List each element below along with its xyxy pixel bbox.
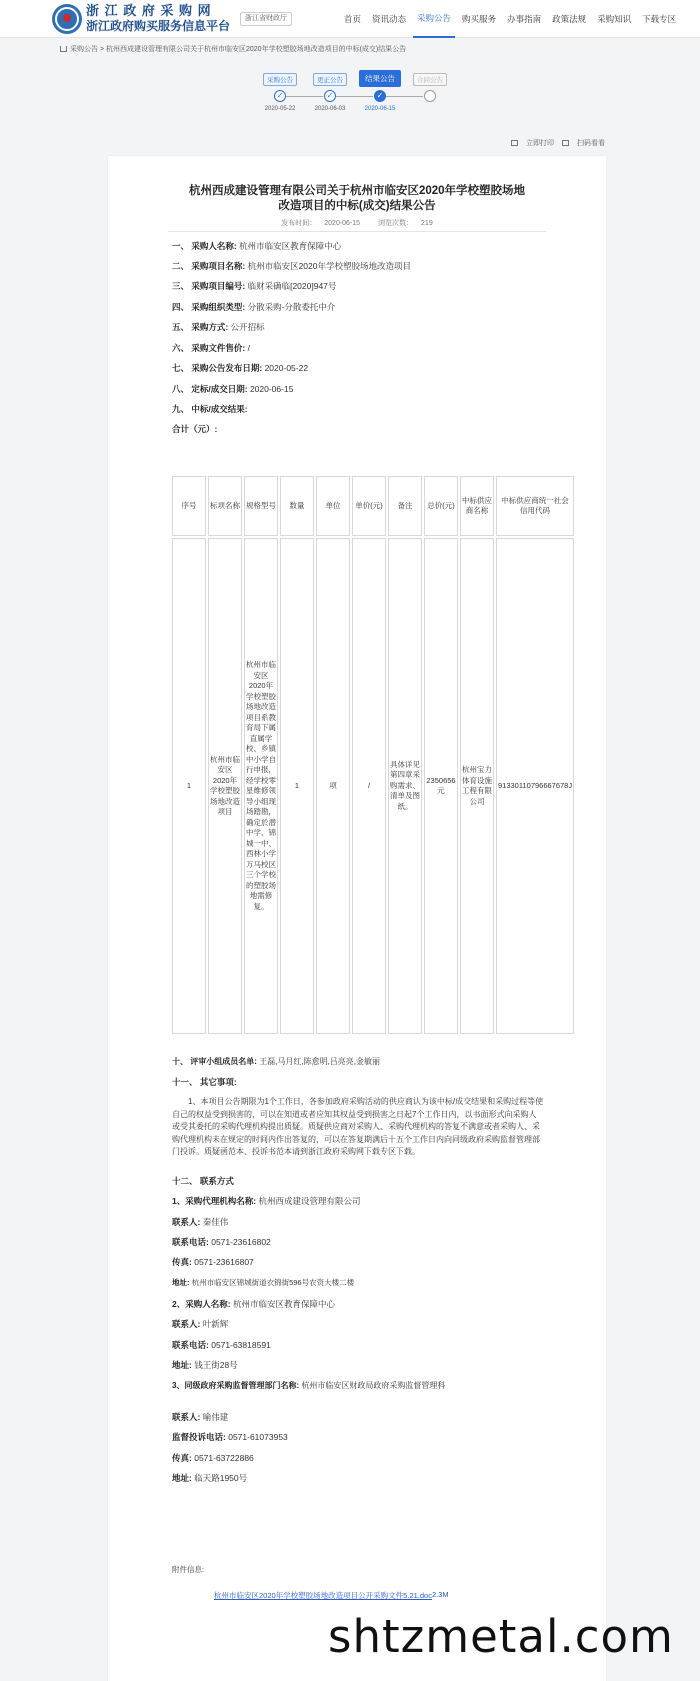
contact-heading: 十二、 联系方式 — [172, 1176, 234, 1186]
contact-agency-address: 地址: 杭州市临安区锦城街道衣锦街596号农资大楼二楼 — [172, 1278, 355, 1287]
table-cell: / — [352, 538, 386, 1034]
table-header: 中标供应商统一社会信用代码 — [496, 476, 574, 536]
home-icon[interactable] — [60, 46, 67, 52]
divider — [168, 231, 546, 232]
contact-agency-phone: 联系电话: 0571-23616802 — [172, 1237, 271, 1247]
field-procurement-method: 五、 采购方式: 公开招标 — [172, 322, 265, 332]
result-table — [170, 474, 576, 1036]
contact-agency-fax: 传真: 0571-23616807 — [172, 1257, 254, 1267]
table-cell: 2350656元 — [424, 538, 458, 1034]
pending-circle-icon — [424, 90, 436, 102]
site-header — [0, 0, 700, 38]
breadcrumb-root[interactable]: 采购公告 — [70, 46, 98, 53]
step-result-notice[interactable] — [355, 73, 405, 112]
table-row — [172, 538, 574, 1034]
field-award-result: 九、 中标/成交结果: — [172, 404, 248, 414]
contact-supervisor-phone: 监督投诉电话: 0571-61073953 — [172, 1432, 288, 1442]
nav-policies[interactable]: 政策法规 — [552, 14, 587, 24]
step-date: 2020-06-15 — [364, 106, 396, 112]
qrcode-icon — [562, 140, 569, 146]
breadcrumb-separator: > — [99, 46, 105, 53]
table-header: 备注 — [388, 476, 422, 536]
step-date: 2020-06-03 — [314, 106, 346, 112]
nav-news[interactable]: 资讯动态 — [372, 14, 407, 24]
step-date: 2020-05-22 — [264, 106, 296, 112]
publish-date: 2020-06-15 — [324, 220, 361, 227]
site-title[interactable]: 浙 江 政 府 采 购 网 — [86, 3, 212, 18]
table-cell: 1 — [172, 538, 206, 1034]
site-subtitle[interactable]: 浙江政府购买服务信息平台 — [86, 19, 231, 33]
field-total: 合计（元）: — [172, 424, 218, 434]
scan-button[interactable]: 扫码看看 — [562, 140, 605, 147]
table-cell: 杭州市临安区2020年学校塑胶场地改造项目系教育局下属直属学校、乡镇中小学自行申报，经学校零星维修领导小组现场踏勘，确定於潜中学、锦城一中、西林小学万马校区三个学校的塑胶场地需修复。 — [244, 538, 278, 1034]
print-button[interactable]: 立即打印 — [511, 140, 554, 147]
table-header: 规格型号 — [244, 476, 278, 536]
breadcrumb — [60, 44, 406, 54]
contact-supervisor-fax: 传真: 0571-63722886 — [172, 1453, 254, 1463]
step-contract-notice[interactable] — [405, 73, 455, 86]
contact-purchaser-name: 2、采购人名称: 杭州市临安区教育保障中心 — [172, 1299, 335, 1309]
watermark: shtzmetal.com — [328, 1610, 674, 1663]
step-correction-notice[interactable] — [305, 73, 355, 112]
field-award-date: 八、 定标/成交日期: 2020-06-15 — [172, 384, 294, 394]
table-header: 中标供应商名称 — [460, 476, 494, 536]
contact-supervisor-name: 3、同级政府采购监督管理部门名称: 杭州市临安区财政局政府采购监督管理科 — [172, 1381, 446, 1390]
table-header: 单价(元) — [352, 476, 386, 536]
notice-meta: 发布时间： 2020-06-15 浏览次数： 219 — [281, 220, 433, 227]
other-matters-heading: 十一、 其它事项: — [172, 1077, 237, 1087]
contact-purchaser-address: 地址: 钱王街28号 — [172, 1360, 238, 1370]
table-header-row — [172, 476, 574, 536]
site-logo-icon[interactable] — [52, 4, 82, 34]
table-header: 单位 — [316, 476, 350, 536]
contact-agency-person: 联系人: 秦佳伟 — [172, 1217, 229, 1227]
table-header: 数量 — [280, 476, 314, 536]
nav-service-purchase[interactable]: 购买服务 — [462, 14, 497, 24]
table-cell: 91330110796667678J — [496, 538, 574, 1034]
attachment-size: 2.3M — [432, 1590, 449, 1599]
field-committee: 十、 评审小组成员名单: 王磊,马月红,陈愈明,吕亮亮,金敏丽 — [172, 1057, 381, 1066]
step-label[interactable]: 更正公告 — [313, 73, 347, 86]
attachment-label: 附件信息: — [172, 1565, 205, 1574]
main-nav — [340, 0, 683, 38]
print-icon — [511, 140, 518, 146]
nav-guide[interactable]: 办事指南 — [507, 14, 542, 24]
nav-procurement-notices[interactable]: 采购公告 — [413, 0, 455, 38]
page-title: 杭州西成建设管理有限公司关于杭州市临安区2020年学校塑胶场地 改造项目的中标(成交)结果公告 — [188, 185, 526, 212]
check-icon: ✓ — [374, 90, 386, 102]
view-count: 219 — [421, 220, 433, 227]
contact-supervisor-address: 地址: 临天路1950号 — [172, 1473, 248, 1483]
other-matters-text: 1、本项目公告期限为1个工作日，各参加政府采购活动的供应商认为该中标/成交结果和采购过程等使自己的权益受到损害的，可以在知道或者应知其权益受到损害之日起7个工作日内，以书面形式向采购人或受其委托的采购代理机构提出质疑。质疑供应商对采购人、采购代理机构的答复不满意或者采购人、采购代理机构未在规定的时间内作出答复的，可以在答复期满后十五个工作日内向同级政府采购监督管理部门投诉。质疑函范本、投诉书范本请到浙江政府采购网下载专区下载。 — [172, 1097, 544, 1156]
field-project-name: 二、 采购项目名称: 杭州市临安区2020年学校塑胶场地改造项目 — [172, 261, 411, 271]
step-procurement-notice[interactable] — [255, 73, 305, 112]
table-cell: 项 — [316, 538, 350, 1034]
field-purchaser: 一、 采购人名称: 杭州市临安区教育保障中心 — [172, 241, 342, 251]
step-label[interactable]: 结果公告 — [359, 70, 401, 87]
table-header: 标项名称 — [208, 476, 242, 536]
breadcrumb-current: 杭州西成建设管理有限公司关于杭州市临安区2020年学校塑胶场地改造项目的中标(成交)结果公告 — [106, 46, 407, 53]
nav-home[interactable]: 首页 — [344, 14, 362, 24]
table-header: 序号 — [172, 476, 206, 536]
step-label[interactable]: 采购公告 — [263, 73, 297, 86]
table-cell: 1 — [280, 538, 314, 1034]
table-cell: 具体详见第四章采购需求、清单及图纸。 — [388, 538, 422, 1034]
contact-purchaser-phone: 联系电话: 0571-63818591 — [172, 1340, 271, 1350]
table-cell: 杭州市临安区2020年学校塑胶场地改造项目 — [208, 538, 242, 1034]
table-header: 总价(元) — [424, 476, 458, 536]
field-notice-date: 七、 采购公告发布日期: 2020-05-22 — [172, 363, 309, 373]
attachment-link[interactable]: 杭州市临安区2020年学校塑胶场地改造项目公开采购文件5.21.doc — [214, 1591, 432, 1600]
notice-card — [108, 156, 606, 1681]
nav-downloads[interactable]: 下载专区 — [642, 14, 677, 24]
region-switch-button[interactable]: 浙江省财政厅 — [240, 12, 292, 26]
table-cell: 杭州宝力体育设施工程有限公司 — [460, 538, 494, 1034]
field-document-price: 六、 采购文件售价: / — [172, 343, 250, 353]
notice-progress — [255, 73, 455, 123]
contact-agency-name: 1、采购代理机构名称: 杭州西成建设管理有限公司 — [172, 1196, 361, 1206]
step-label[interactable]: 合同公告 — [413, 73, 447, 86]
field-organization-type: 四、 采购组织类型: 分散采购-分散委托中介 — [172, 302, 336, 312]
nav-knowledge[interactable]: 采购知识 — [597, 14, 632, 24]
contact-supervisor-person: 联系人: 喻伟建 — [172, 1412, 229, 1422]
check-icon: ✓ — [274, 90, 286, 102]
page-tools — [505, 138, 605, 148]
check-icon: ✓ — [324, 90, 336, 102]
contact-purchaser-person: 联系人: 叶新辉 — [172, 1319, 229, 1329]
field-project-number: 三、 采购项目编号: 临财采确临[2020]947号 — [172, 281, 337, 291]
